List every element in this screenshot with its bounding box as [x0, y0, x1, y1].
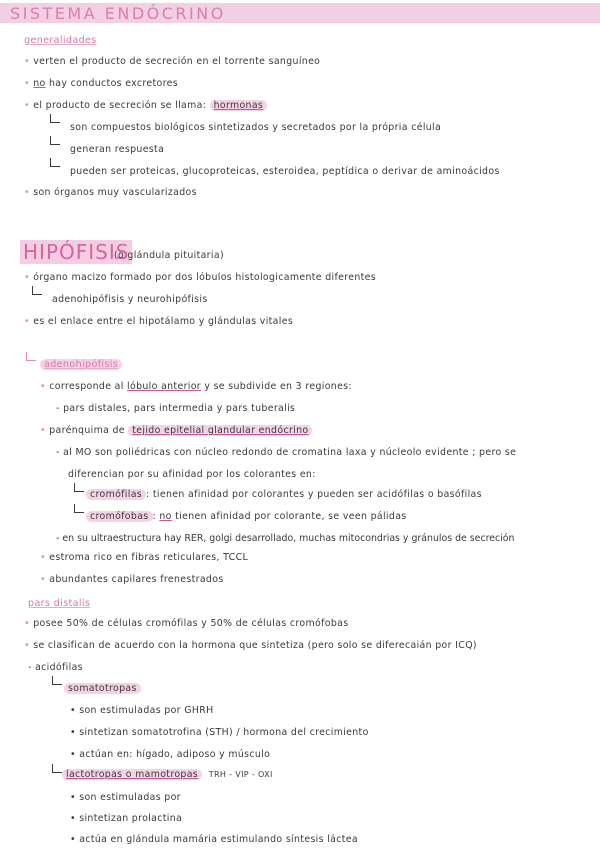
list-item: generan respuesta — [70, 144, 165, 155]
list-item: • se clasifican de acuerdo con la hormona que sintetiza (pero solo se diferecaián por ICQ) — [24, 640, 477, 651]
list-item: pueden ser proteicas, glucoproteicas, esteroidea, peptídica o derivar de aminoácidos — [70, 166, 500, 177]
list-item: • el producto de secreción se llama: hormonas — [24, 100, 267, 111]
heading-adenohipofisis: adenohipófisis — [40, 359, 122, 370]
subheading-lactotropas: lactotropas o mamotropas TRH - VIP - OXI — [62, 769, 273, 780]
list-item: cromófilas : tienen afinidad por colorantes y pueden ser acidófilas o basófilas — [86, 489, 482, 500]
list-item: • órgano macizo formado por dos lóbulos histologicamente diferentes — [24, 272, 377, 283]
arrow-hook-icon — [26, 352, 36, 361]
list-item: • sintetizan somatotrofina (STH) / hormona del crecimiento — [70, 727, 369, 738]
list-item: son compuestos biológicos sintetizados y secretados por la própria célula — [70, 122, 442, 133]
list-item: • abundantes capilares frenestrados — [40, 574, 224, 585]
section-subtitle: (o glándula pituitaria) — [114, 250, 224, 261]
arrow-hook-icon — [50, 158, 60, 167]
page-title: SISTEMA ENDÓCRINO — [10, 4, 226, 23]
list-item: cromófobas : no tienen afinidad por colorante, se veen pálidas — [86, 511, 407, 522]
list-item: • es el enlace entre el hipotálamo y glándulas vitales — [24, 316, 294, 327]
list-item: - en su ultraestructura hay RER, golgi desarrollado, muchas mitocondrias y gránulos de secreción — [56, 533, 515, 544]
section-title-hipofisis: HIPÓFISIS — [20, 240, 132, 264]
list-item: - pars distales, pars intermedia y pars tuberalis — [56, 403, 296, 414]
arrow-hook-icon — [32, 286, 42, 295]
list-item: • verten el producto de secreción en el torrente sanguíneo — [24, 56, 321, 67]
heading-pars-distalis: pars distalis — [28, 598, 91, 609]
list-item: - al MO son poliédricas con núcleo redondo de cromatina laxa y núcleolo evidente ; pero se — [56, 447, 517, 458]
arrow-hook-icon — [74, 483, 84, 492]
list-item: • actúan en: hígado, adiposo y músculo — [70, 749, 271, 760]
arrow-hook-icon — [52, 764, 62, 773]
arrow-hook-icon — [52, 676, 62, 685]
list-item: • son órganos muy vascularizados — [24, 187, 197, 198]
list-item: adenohipófisis y neurohipófisis — [52, 294, 208, 305]
list-item: • estroma rico en fibras reticulares, TCCL — [40, 552, 249, 563]
list-item: • actúa en glándula mamária estimulando síntesis láctea — [70, 834, 358, 845]
list-item: • son estimuladas por — [70, 792, 181, 803]
heading-generalidades: generalidades — [24, 35, 97, 46]
list-item: diferencian por su afinidad por los colorantes en: — [68, 469, 316, 480]
subheading-somatotropas: somatotropas — [64, 683, 141, 694]
list-item: • parénquima de tejido epitelial glandular endócrino — [40, 425, 312, 436]
list-item: - acidófilas — [28, 662, 83, 673]
list-item: • sintetizan prolactina — [70, 813, 183, 824]
list-item: • no hay conductos excretores — [24, 78, 178, 89]
list-item: • corresponde al lóbulo anterior y se subdivide en 3 regiones: — [40, 381, 352, 392]
list-item: • posee 50% de células cromófilas y 50% de células cromófobas — [24, 618, 349, 629]
arrow-hook-icon — [50, 114, 60, 123]
arrow-hook-icon — [74, 504, 84, 513]
list-item: • son estimuladas por GHRH — [70, 705, 214, 716]
arrow-hook-icon — [50, 136, 60, 145]
